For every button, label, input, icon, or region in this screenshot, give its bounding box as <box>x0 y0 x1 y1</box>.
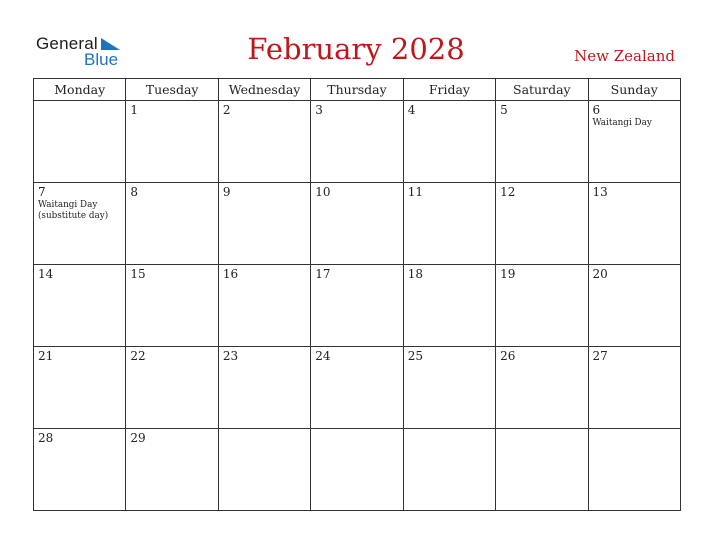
day-cell <box>126 101 218 183</box>
day-cell <box>311 429 403 511</box>
holiday-label: Waitangi Day <box>592 118 652 128</box>
day-number: 8 <box>130 185 139 199</box>
weekday-header: Monday <box>34 79 126 101</box>
day-number: 29 <box>130 431 146 445</box>
day-cell <box>218 265 310 347</box>
day-number: 6 <box>592 103 601 117</box>
day-cell <box>403 101 495 183</box>
day-cell <box>218 347 310 429</box>
day-cell <box>34 101 126 183</box>
day-cell <box>588 183 680 265</box>
weekday-header-row <box>34 79 681 101</box>
day-cell <box>403 429 495 511</box>
week-row <box>34 429 681 511</box>
day-cell <box>34 429 126 511</box>
day-cell <box>496 347 588 429</box>
day-cell <box>496 101 588 183</box>
day-number: 16 <box>222 267 239 281</box>
day-number: 10 <box>315 185 331 199</box>
calendar-grid <box>33 78 681 511</box>
day-cell <box>218 429 310 511</box>
week-row <box>34 347 681 429</box>
day-cell <box>126 429 218 511</box>
day-cell <box>34 183 126 265</box>
weekday-header: Thursday <box>311 79 403 101</box>
day-number: 25 <box>407 349 423 363</box>
day-cell <box>403 265 495 347</box>
weekday-header: Wednesday <box>218 79 310 101</box>
day-number: 24 <box>315 349 331 363</box>
day-number: 27 <box>592 349 608 363</box>
day-number: 1 <box>130 103 139 117</box>
day-number: 22 <box>130 349 146 363</box>
day-cell <box>311 101 403 183</box>
day-number: 12 <box>500 185 516 199</box>
day-cell <box>496 265 588 347</box>
day-cell <box>311 347 403 429</box>
day-cell <box>588 265 680 347</box>
day-number: 11 <box>407 185 423 199</box>
day-cell <box>496 183 588 265</box>
day-cell <box>588 101 680 183</box>
day-cell <box>126 183 218 265</box>
day-cell <box>496 429 588 511</box>
day-number: 20 <box>592 267 608 281</box>
day-number: 7 <box>38 185 46 199</box>
day-number: 4 <box>407 103 416 117</box>
day-cell <box>126 347 218 429</box>
day-cell <box>588 429 680 511</box>
holiday-label: Waitangi Day (substitute day) <box>38 200 109 221</box>
day-number: 3 <box>315 103 323 117</box>
day-cell <box>311 265 403 347</box>
day-cell <box>218 101 310 183</box>
day-number: 18 <box>407 267 423 281</box>
day-number: 23 <box>222 349 239 363</box>
day-number: 21 <box>38 349 54 363</box>
week-row <box>34 101 681 183</box>
week-row <box>34 265 681 347</box>
logo-general-text: General <box>36 34 98 53</box>
day-cell <box>588 347 680 429</box>
day-cell <box>126 265 218 347</box>
country-name: New Zealand <box>574 47 675 65</box>
day-cell <box>218 183 310 265</box>
day-number: 13 <box>592 185 608 199</box>
logo-blue-text: Blue <box>84 50 119 69</box>
calendar-title: February 2028 <box>247 32 465 66</box>
day-cell <box>403 183 495 265</box>
day-number: 26 <box>500 349 516 363</box>
day-number: 19 <box>500 267 516 281</box>
weekday-header: Friday <box>403 79 495 101</box>
day-number: 14 <box>38 267 54 281</box>
day-number: 5 <box>500 103 508 117</box>
day-cell <box>34 265 126 347</box>
weekday-header: Sunday <box>588 79 680 101</box>
day-number: 17 <box>315 267 331 281</box>
day-cell <box>403 347 495 429</box>
day-number: 2 <box>222 103 231 117</box>
week-row <box>34 183 681 265</box>
weekday-header: Saturday <box>496 79 588 101</box>
day-cell <box>311 183 403 265</box>
day-number: 9 <box>222 185 231 199</box>
day-number: 28 <box>38 431 54 445</box>
weekday-header: Tuesday <box>126 79 218 101</box>
day-cell <box>34 347 126 429</box>
day-number: 15 <box>130 267 146 281</box>
